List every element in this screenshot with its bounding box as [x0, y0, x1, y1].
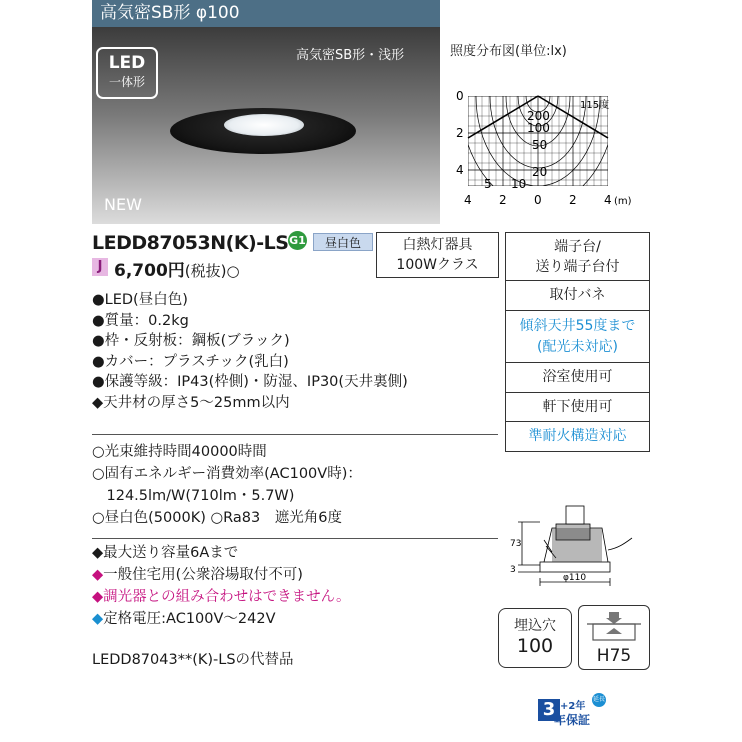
x-unit: (m): [614, 196, 632, 207]
fixture-lens-image: [224, 114, 304, 136]
feature-terminal: [506, 233, 649, 281]
light-color-badge: 昼白色: [313, 233, 373, 251]
feature-box: [505, 232, 650, 452]
x-tick-center-0: 0: [534, 193, 542, 207]
x-tick-left-2: 2: [499, 193, 507, 207]
spec-item: ●LED(昼白色): [92, 292, 188, 308]
photo-type-label: 高気密SB形・浅形: [296, 48, 405, 63]
price: [114, 256, 240, 281]
spec-list: [92, 290, 408, 413]
led-badge-line1: LED: [108, 53, 146, 73]
lux-200: 200: [527, 109, 550, 123]
feature-eaves: 軒下使用可: [506, 393, 649, 422]
equiv-line2: 100Wクラス: [396, 257, 479, 273]
feature-terminal-line1: 端子台/: [554, 239, 601, 255]
feature-terminal-line2: 送り端子台付: [535, 259, 620, 275]
warranty-plus: +2年: [560, 701, 586, 712]
note-residential-text: 一般住宅用(公衆浴場取付不可): [103, 567, 303, 583]
equiv-line1: 白熱灯器具: [402, 237, 473, 253]
cutout-value: 100: [516, 635, 554, 657]
distribution-title: 照度分布図(単位:lx): [450, 44, 567, 59]
spec-item: ●保護等級：IP43(枠側)・防湿、IP30(天井裏側): [92, 374, 408, 390]
replacement-note: LEDD87043**(K)-LSの代替品: [92, 652, 294, 668]
note-voltage-text: 定格電圧:AC100V〜242V: [103, 611, 276, 627]
cutout-size-box: [498, 608, 572, 668]
led-badge-line2: 一体形: [108, 75, 145, 89]
new-label: NEW: [104, 195, 142, 214]
note-residential: [92, 564, 351, 586]
spec-item: ●カバー：プラスチック(乳白): [92, 353, 289, 370]
lux-10: 10: [511, 177, 527, 191]
dim-height: 73: [510, 539, 522, 549]
beam-angle-label: 115度: [580, 100, 610, 111]
x-tick-right-2: 2: [569, 193, 577, 207]
note-mark-blue: ◆: [92, 611, 104, 627]
note-mark-pink: ◆: [92, 567, 104, 583]
illuminance-distribution-diagram: [448, 86, 648, 220]
led-integrated-badge: [96, 47, 158, 99]
warranty-extra: 延長: [592, 693, 606, 707]
notes-list: [92, 542, 351, 630]
note-max-capacity: ◆最大送り容量6Aまで: [92, 545, 239, 561]
y-tick-2: 2: [456, 126, 464, 140]
performance-item: ○昼白色(5000K) ○Ra83 遮光角6度: [92, 510, 342, 526]
note-dimmer: ◆調光器との組み合わせはできません。: [92, 589, 351, 605]
y-tick-4: 4: [456, 163, 464, 177]
price-mark-badge: J: [92, 258, 108, 276]
y-tick-0: 0: [456, 89, 464, 103]
feature-sloped-line2: (配光未対応): [537, 339, 618, 355]
x-tick-left-4: 4: [464, 193, 472, 207]
incandescent-equivalent-box: [376, 232, 499, 278]
embed-height-label: H75: [596, 646, 632, 666]
note-voltage: [92, 608, 351, 630]
lux-50: 50: [532, 138, 548, 152]
feature-bathroom: 浴室使用可: [506, 363, 649, 393]
cutout-label: 埋込穴: [514, 618, 556, 634]
lux-100: 100: [527, 121, 550, 135]
model-number: LEDD87053N(K)-LS: [92, 232, 289, 254]
performance-list: [92, 441, 362, 529]
feature-fire-resistant: 準耐火構造対応: [528, 428, 627, 444]
dimension-drawing: [500, 500, 650, 592]
dim-diameter: φ110: [563, 573, 587, 583]
product-series-title: 高気密SB形 φ100: [92, 0, 440, 27]
warranty-badge: [538, 693, 610, 733]
performance-item: ○光束維持時間40000時間: [92, 444, 267, 460]
lux-5: 5: [484, 177, 492, 191]
performance-item: ○固有エネルギー消費効率(AC100V時)：: [92, 466, 362, 482]
warranty-suffix: 年保証: [554, 713, 591, 727]
x-tick-right-4: 4: [604, 193, 612, 207]
embed-depth-icon: [579, 606, 649, 646]
performance-item: 124.5lm/W(710lm・5.7W): [92, 488, 295, 504]
feature-sloped-line1: 傾斜天井55度まで: [519, 318, 636, 334]
price-tax-note: (税抜)○: [184, 262, 240, 280]
divider: [92, 538, 498, 539]
g1-badge: G1: [288, 231, 307, 250]
lux-20: 20: [532, 165, 548, 179]
feature-sloped-ceiling: [506, 311, 649, 363]
warranty-years: 3: [538, 699, 560, 721]
divider: [92, 434, 498, 435]
price-value: 6,700円: [114, 261, 185, 281]
spec-item: ●質量：0.2kg: [92, 312, 189, 329]
feature-spring: 取付バネ: [506, 281, 649, 311]
spec-item: ●枠・反射板：鋼板(ブラック): [92, 333, 290, 349]
dim-bottom: 3: [510, 565, 516, 575]
spec-item: ◆天井材の厚さ5〜25mm以内: [92, 394, 290, 411]
